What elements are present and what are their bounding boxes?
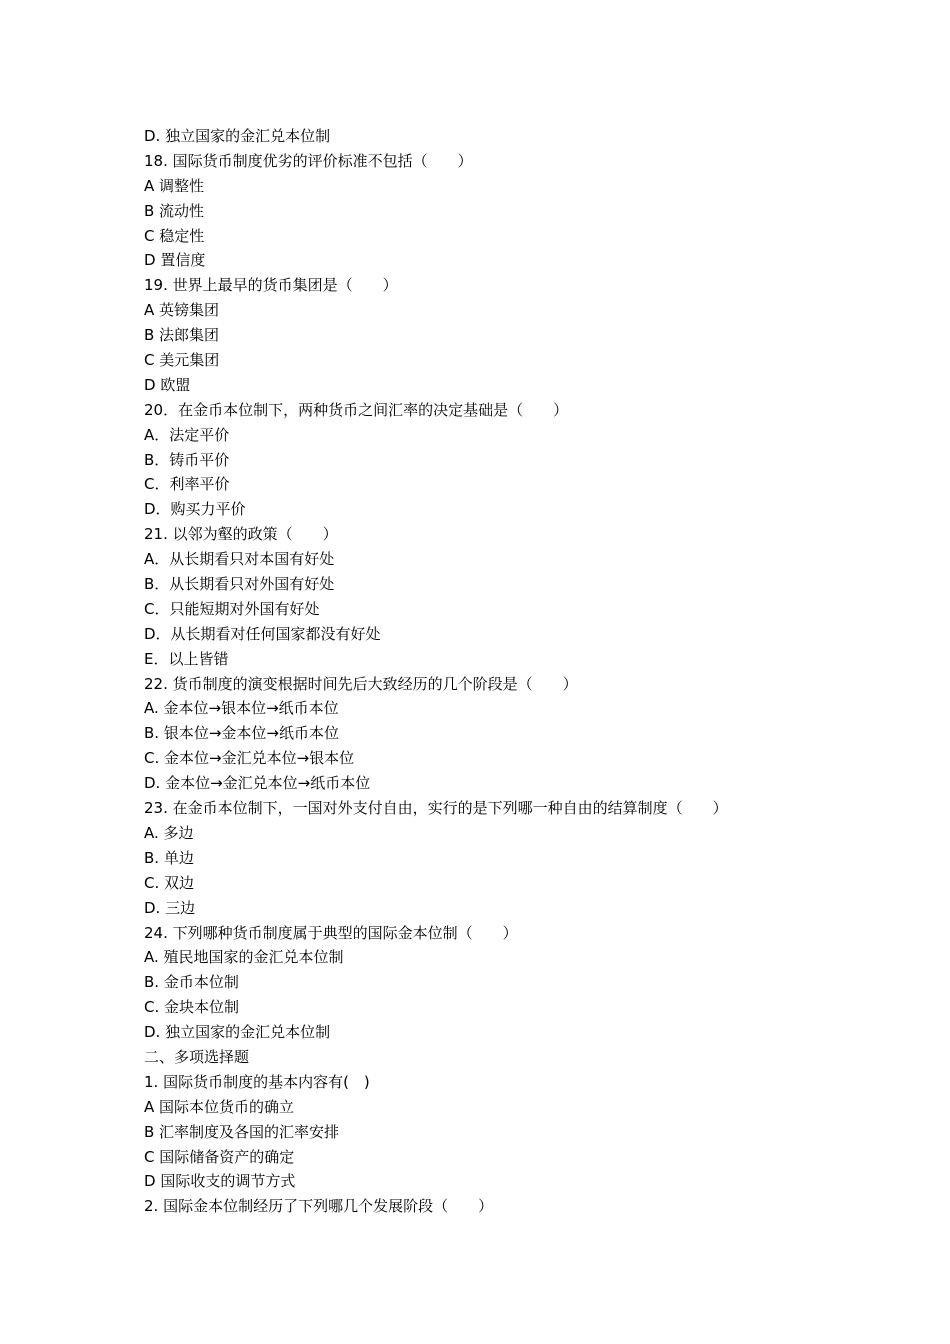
option-line: C 稳定性: [144, 226, 205, 245]
option-line: D．从长期看对任何国家都没有好处: [144, 624, 381, 643]
option-line: A 调整性: [144, 176, 205, 195]
option-line: D．购买力平价: [144, 500, 246, 519]
option-line: D. 三边: [144, 898, 196, 917]
option-line: A. 殖民地国家的金汇兑本位制: [144, 948, 344, 967]
option-line: D. 金本位→金汇兑本位→纸币本位: [144, 774, 371, 793]
question-22: 22. 货币制度的演变根据时间先后大致经历的几个阶段是（ ）: [144, 674, 578, 693]
option-line: A. 金本位→银本位→纸币本位: [144, 699, 339, 718]
option-line: D 置信度: [144, 251, 206, 270]
multi-question-1: 1. 国际货币制度的基本内容有( ): [144, 1072, 370, 1091]
option-line: E．以上皆错: [144, 649, 229, 668]
option-line: A．从长期看只对本国有好处: [144, 550, 335, 569]
question-18: 18. 国际货币制度优劣的评价标准不包括（ ）: [144, 151, 473, 170]
option-line: B．从长期看只对外国有好处: [144, 575, 335, 594]
option-line: B．铸币平价: [144, 450, 230, 469]
section-heading: 二、多项选择题: [144, 1047, 250, 1066]
question-21: 21. 以邻为壑的政策（ ）: [144, 525, 338, 544]
question-23: 23. 在金币本位制下，一国对外支付自由，实行的是下列哪一种自由的结算制度（ ）: [144, 799, 728, 818]
option-line: B. 银本位→金本位→纸币本位: [144, 724, 339, 743]
option-line: A. 多边: [144, 823, 194, 842]
option-line: C 国际储备资产的确定: [144, 1147, 295, 1166]
multi-question-2: 2. 国际金本位制经历了下列哪几个发展阶段（ ）: [144, 1197, 494, 1216]
option-line: C. 金块本位制: [144, 998, 240, 1017]
question-24: 24. 下列哪种货币制度属于典型的国际金本位制（ ）: [144, 923, 518, 942]
option-line: D 国际收支的调节方式: [144, 1172, 296, 1191]
option-line: B. 金币本位制: [144, 973, 239, 992]
question-20: 20．在金币本位制下，两种货币之间汇率的决定基础是（ ）: [144, 400, 569, 419]
option-line: C．只能短期对外国有好处: [144, 599, 320, 618]
option-line: D 欧盟: [144, 375, 191, 394]
option-line: C. 双边: [144, 873, 195, 892]
option-line: A 国际本位货币的确立: [144, 1097, 295, 1116]
question-19: 19. 世界上最早的货币集团是（ ）: [144, 276, 398, 295]
option-line: B 流动性: [144, 201, 205, 220]
question-list: [144, 124, 844, 1219]
option-line: A．法定平价: [144, 425, 230, 444]
option-line: C 美元集团: [144, 351, 220, 370]
text-line: D. 独立国家的金汇兑本位制: [144, 127, 331, 145]
option-line: B 汇率制度及各国的汇率安排: [144, 1122, 340, 1141]
option-line: C. 金本位→金汇兑本位→银本位: [144, 749, 355, 768]
option-line: A 英镑集团: [144, 301, 220, 320]
option-line: C．利率平价: [144, 475, 230, 494]
option-line: B. 单边: [144, 848, 194, 867]
option-line: D. 独立国家的金汇兑本位制: [144, 1023, 331, 1042]
option-line: B 法郎集团: [144, 326, 220, 345]
